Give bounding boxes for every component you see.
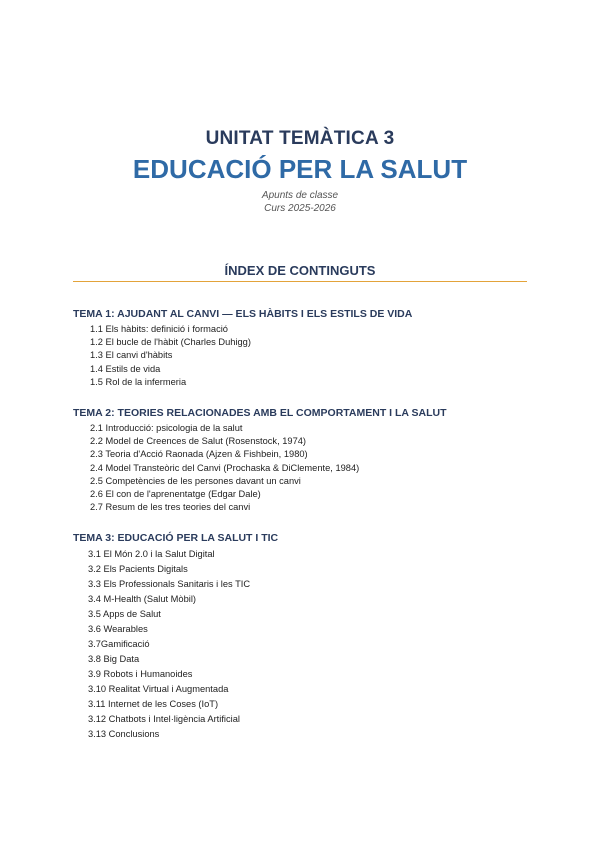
subtitle: Apunts de classe: [261, 190, 339, 201]
toc-item[interactable]: 3.2 Els Pacients Digitals: [88, 564, 188, 574]
topic-2: [73, 406, 543, 514]
toc-item[interactable]: 3.1 El Món 2.0 i la Salut Digital: [88, 549, 215, 559]
toc-item[interactable]: 3.6 Wearables: [88, 624, 148, 634]
index-title: ÍNDEX DE CONTINGUTS: [224, 263, 376, 278]
index-divider: [73, 281, 527, 282]
unit-title: UNITAT TEMÀTICA 3: [205, 128, 395, 149]
topic-3: [73, 531, 543, 742]
toc-item[interactable]: 1.3 El canvi d'hàbits: [90, 350, 173, 361]
toc-item[interactable]: 2.2 Model de Creences de Salut (Rosenstock, 1974): [90, 436, 307, 447]
toc-item[interactable]: 3.4 M-Health (Salut Mòbil): [88, 594, 196, 604]
topic-items: [73, 547, 543, 742]
main-title: EDUCACIÓ PER LA SALUT: [132, 154, 468, 184]
toc-item[interactable]: 1.1 Els hàbits: definició i formació: [90, 324, 228, 334]
toc-item[interactable]: 1.4 Estils de vida: [90, 363, 161, 374]
toc-item[interactable]: 2.5 Competències de les persones davant un canvi: [90, 475, 301, 486]
topic-title: TEMA 3: EDUCACIÓ PER LA SALUT I TIC: [73, 532, 279, 544]
toc-item[interactable]: 3.11 Internet de les Coses (IoT): [88, 699, 219, 709]
toc-item[interactable]: 3.5 Apps de Salut: [88, 609, 161, 619]
toc-item[interactable]: 1.2 El bucle de l'hàbit (Charles Duhigg): [90, 337, 251, 348]
document-header: [0, 128, 600, 215]
toc-item[interactable]: 3.9 Robots i Humanoides: [88, 669, 193, 679]
toc-item[interactable]: 3.3 Els Professionals Sanitaris i les TIC: [88, 579, 251, 589]
toc-item[interactable]: 3.8 Big Data: [88, 654, 140, 664]
toc-item[interactable]: 3.12 Chatbots i Intel·ligència Artificial: [88, 714, 240, 724]
toc-item[interactable]: 1.5 Rol de la infermeria: [90, 376, 187, 387]
toc-item[interactable]: 2.3 Teoria d'Acció Raonada (Ajzen & Fishbein, 1980): [90, 449, 308, 460]
topic-1: [73, 307, 543, 389]
toc-item[interactable]: 3.10 Realitat Virtual i Augmentada: [88, 684, 229, 694]
topic-items: [73, 323, 543, 389]
toc-item[interactable]: 2.1 Introducció: psicologia de la salut: [90, 423, 243, 433]
toc-item[interactable]: 2.6 El con de l'aprenentatge (Edgar Dale): [90, 489, 261, 500]
toc-item[interactable]: 2.7 Resum de les tres teories del canvi: [90, 502, 251, 513]
toc-item[interactable]: 2.4 Model Transteòric del Canvi (Prochaska & DiClemente, 1984): [90, 462, 360, 473]
toc-item[interactable]: 3.13 Conclusions: [88, 729, 160, 739]
toc-item[interactable]: 3.7Gamificació: [88, 639, 150, 649]
course-year: Curs 2025-2026: [264, 203, 336, 214]
topic-title: TEMA 1: AJUDANT AL CANVI — ELS HÀBITS I ELS ESTILS DE VIDA: [73, 308, 413, 320]
topic-items: [73, 422, 543, 514]
topic-title: TEMA 2: TEORIES RELACIONADES AMB EL COMPORTAMENT I LA SALUT: [73, 407, 447, 419]
